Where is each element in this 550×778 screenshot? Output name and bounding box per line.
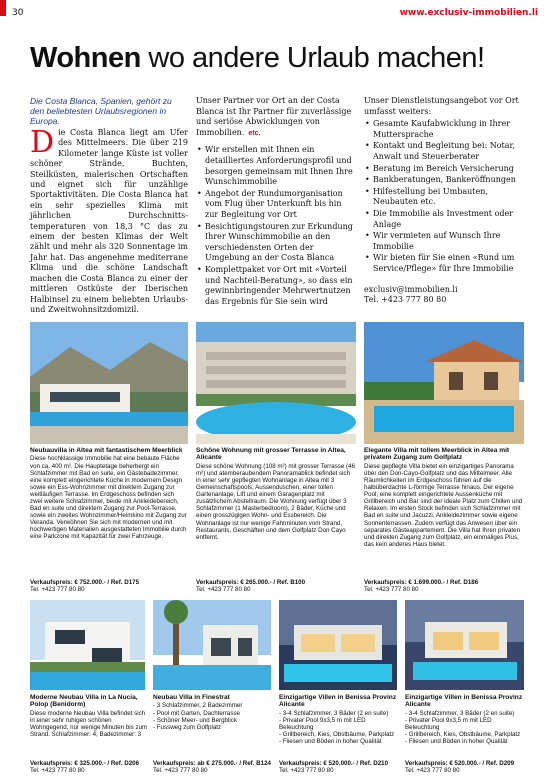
list-item: • Gesamte Kaufabwicklung in Ihrer Muttersprache xyxy=(364,119,524,140)
list-item: • Komplettpaket vor Ort mit «Vorteil und Nachteil-Beratung», so dass ein gewinnbringender Mehrwertnutzen das Ergebnis für Sie sein wird xyxy=(196,265,356,307)
listing-title: Neubauvilla in Altea mit fantastischem Meerblick xyxy=(30,447,183,454)
contact-email[interactable]: exclusiv@immobilien.li xyxy=(364,284,458,294)
listing-caption-5 xyxy=(153,694,274,774)
listing-photo-5 xyxy=(153,600,271,690)
partner-column xyxy=(196,96,356,308)
listing-tel: Tel. +423 777 80 80 xyxy=(196,585,251,593)
article-text: ie Costa Blanca liegt am Ufer des Mittelmeers. Die über 219 Kilometer lange Küste ist voller schöner Strände, Buchten, Steilküsten, malerischen Ortschaften und eignet sich für unzählige Sportaktivitäten. Die Costa Blanca hat ein sehr spezielles Klima mit jährlichen Durchschnitts-temperaturen von 18,3 °C das zu einem der besten Klimas der Welt zählt und mehr als 320 Sonnentage im Jahr hat. Das angenehme mediterrane Klima und die schöne Landschaft machen die Costa Blanca zu einer der mittleren Ostküste der Iberischen Halbinsel zu einem beliebten Urlaubs- und Zweitwohnsitzdomizil. xyxy=(30,128,188,314)
services-intro: Unser Dienstleistungsangebot vor Ort umfasst weiters: xyxy=(364,96,519,116)
accent-bar xyxy=(0,0,6,16)
listing-caption-1 xyxy=(30,447,188,593)
services-list xyxy=(364,119,524,274)
listing-footer xyxy=(30,760,139,774)
listing-photo-7 xyxy=(405,600,524,690)
listing-price: Verkaufspreis: € 520.000.- / Ref. D209 xyxy=(405,759,515,767)
listing-tel: Tel. +423 777 80 80 xyxy=(30,766,85,774)
listing-footer xyxy=(153,760,271,774)
listing-price: Verkaufspreis: € 265.000.- / Ref. B100 xyxy=(196,578,306,586)
title-rest: wo andere Urlaub machen! xyxy=(140,42,485,74)
listing-title: Elegante Villa mit tollem Meerblick in Altea mit privatem Zugang zum Golfplatz xyxy=(364,447,510,462)
dropcap: D xyxy=(30,125,55,160)
listing-title: Einzigartige Villen in Benissa Provinz Alicante xyxy=(279,694,397,709)
listing-description: Diese gepflegte Villa bietet ein einzigartiges Panorama über den Don-Cayo-Golfplatz und das Mittelmeer. Alle Räumlichkeiten im Erdgeschoss führen auf die halbüberdachte L-förmige Terrasse hinaus. Der eigene Pool, eine komplett eingerichtete Aussenküche mit Grillbereich und Bar sind der ideale Platz zum Chillen und Relaxen. Im ersten Stock befinden sich Schlafzimmer mit Bad en suite und Jacuzzi, Ankleidezimmer sowie eigene Sonnenterrassen. Zudem verfügt das Anwesen über ein separates Gästeappartement. Die Villa hat Ihren privaten und direkten Zugang zum Golfplatz, ein einmaliges Plus, das kein anderes Haus bietet. xyxy=(364,462,523,548)
list-item: • Hilfestellung bei Umbauten, Neubauten etc. xyxy=(364,187,524,208)
listing-tel: Tel. +423 777 80 80 xyxy=(153,766,208,774)
list-item: • Kontakt und Begleitung bei: Notar, Anwalt und Steuerberater xyxy=(364,141,524,162)
listing-caption-6 xyxy=(279,694,400,774)
listing-caption-4 xyxy=(30,694,148,774)
listing-caption-7 xyxy=(405,694,526,774)
list-item: • Die Immobilie als Investment oder Anlage xyxy=(364,209,524,230)
listing-price: Verkaufspreis: ab € 275.000.- / Ref. B124 xyxy=(153,759,271,767)
listing-title: Schöne Wohnung mit grosser Terrasse in Altea, Alicante xyxy=(196,447,346,462)
list-item: • Angebot der Rundumorganisation vom Flug über Unterkunft bis hin zur Begleitung vor Ort xyxy=(196,189,356,221)
listing-description: - 3 Schlafzimmer, 2 Badezimmer - Pool mit Garten, Dachterrasse - Schöner Meer- und Bergblick - Fussweg zum Golfplatz xyxy=(153,702,243,731)
listing-price: Verkaufspreis: € 520.000.- / Ref. D210 xyxy=(279,759,389,767)
listing-footer xyxy=(405,760,514,774)
listing-title: Neubau Villa in Finestrat xyxy=(153,694,230,701)
contact-phone: Tel. +423 777 80 80 xyxy=(364,295,447,305)
listing-footer xyxy=(364,579,478,593)
listing-footer xyxy=(30,579,139,593)
listing-price: Verkaufspreis: € 1.699.000.- / Ref. D186 xyxy=(364,578,479,586)
list-item: • Wir erstellen mit Ihnen ein detailliertes Anforderungsprofil und besorgen gemeinsam mit Ihnen Ihre Wunschimmobilie xyxy=(196,145,356,187)
list-item: • Bankberatungen, Bankeröffnungen xyxy=(364,175,524,186)
listing-price: Verkaufspreis: € 325.000.- / Ref. D206 xyxy=(30,759,140,767)
listing-tel: Tel. +423 777 80 80 xyxy=(279,766,334,774)
listing-description: Diese hochklassige Immobilie hat eine bebaute Fläche von ca. 400 m². Die Hauptetage beherbergt ein Schlafzimmer mit Bad en suite, ein Gästebadezimmer, eine komplett eingerichtete Küche in modernem Design sowie ein Ess-Wohnzimmer mit direktem Zugang zur weitläufigen Terrasse. Im Erdgeschoss befinden sich zwei weitere Schlafzimmer, beide mit Ankleidebereich, Bad en suite und direktem Zugang zur Pool-Terrasse, sowie ein zweites Wohnzimmer/Heimkino mit Zugang zur Veranda. Verwöhnen Sie sich mit modernen und mit hochwertigen Materialien ausgestatteten Immobilie durch eine Parkzone mit Kapazität für zwei Fahrzeuge. xyxy=(30,455,187,541)
partner-intro: Unser Partner vor Ort an der Costa Blanca ist Ihr Partner für zuverlässige und seriöse Abwicklungen von Immobilien. etc. xyxy=(196,96,352,137)
listing-title: Einzigartige Villen in Benissa Provinz Alicante xyxy=(405,694,523,709)
listing-photo-4 xyxy=(30,600,145,690)
contact-block xyxy=(364,285,524,306)
listing-photo-2 xyxy=(196,322,356,444)
listing-footer xyxy=(196,579,305,593)
website-url[interactable]: www.exclusiv-immobilien.li xyxy=(399,8,538,18)
listing-tel: Tel. +423 777 80 80 xyxy=(364,585,419,593)
listing-description: Diese moderne Neubau Villa befindet sich in einer sehr ruhigen schönen Wohngegend, nur wenige Minuten bis zum Strand. Schlafzimmer: 4, Badezimmer: 3 xyxy=(30,709,148,739)
services-column xyxy=(364,96,524,306)
listing-description: Diese schöne Wohnung (108 m²) mit grosser Terrasse (46 m²) und atemberaubendem Panoramablick befindet sich in einer sehr gepflegten Wohnanlage in Altea mit 3 Gemeinschaftspools, Aussenduschen, einer tollen Gartenanlage, Lift und einem Garagenplatz mit zusätzlichem Abstellraum. Die Wohnung verfügt über 3 Schlafzimmer (1 Masterbedroom), 2 Bäder, Küche und einen grosszügigen Wohn- und Essbereich. Die Wohnanlage ist nur wenige Fahrminuten vom Strand, Restaurants, Geschäften und dem Golfplatz Don Cayo entfernt. xyxy=(196,462,355,541)
article-body xyxy=(30,125,188,315)
listing-photo-3 xyxy=(364,322,524,444)
page-title xyxy=(30,42,485,75)
listing-description: - 3-4 Schlafzimmer, 3 Bäder (2 en suite) - Privater Pool 9x3,5 m mit LED Beleuchtung - Grillbereich, Kies, Obstbäume, Parkplatz - Fliesen und Böden in hoher Qualität xyxy=(405,709,521,746)
etc-mark: etc. xyxy=(248,129,261,137)
list-item: • Wir vermieten auf Wunsch Ihre Immobilie xyxy=(364,231,524,252)
partner-list xyxy=(196,145,356,307)
page-number: 30 xyxy=(12,8,24,18)
listing-footer xyxy=(279,760,388,774)
listing-photo-6 xyxy=(279,600,397,690)
listing-description: - 3-4 Schlafzimmer, 3 Bäder (2 en suite) - Privater Pool 9x3,5 m mit LED Beleuchtung - Grillbereich, Kies, Obstbäume, Parkplatz - Fliesen und Böden in hoher Qualität xyxy=(279,709,395,746)
listing-photo-1 xyxy=(30,322,188,444)
list-item: • Wir bieten für Sie einen «Rund um Service/Pflege» für Ihre Immobilie xyxy=(364,253,524,274)
list-item: • Beratung im Bereich Versicherung xyxy=(364,164,524,175)
title-bold: Wohnen xyxy=(30,42,141,74)
listing-tel: Tel. +423 777 80 80 xyxy=(405,766,460,774)
listing-caption-2 xyxy=(196,447,356,593)
listing-tel: Tel. +423 777 80 80 xyxy=(30,585,85,593)
list-item: • Besichtigungstouren zur Erkundung Ihrer Wunschimmobilie an den verschiedensten Orten der Umgebung an der Costa Blanca xyxy=(196,222,356,264)
listing-price: Verkaufspreis: € 752.000.- / Ref. D175 xyxy=(30,578,140,586)
listing-title: Moderne Neubau Villa in La Nucia, Polop (Benidorm) xyxy=(30,694,138,709)
intro-text: Die Costa Blanca, Spanien, gehört zu den beliebtesten Urlaubsregionen in Europa. xyxy=(30,96,172,126)
listing-caption-3 xyxy=(364,447,524,593)
